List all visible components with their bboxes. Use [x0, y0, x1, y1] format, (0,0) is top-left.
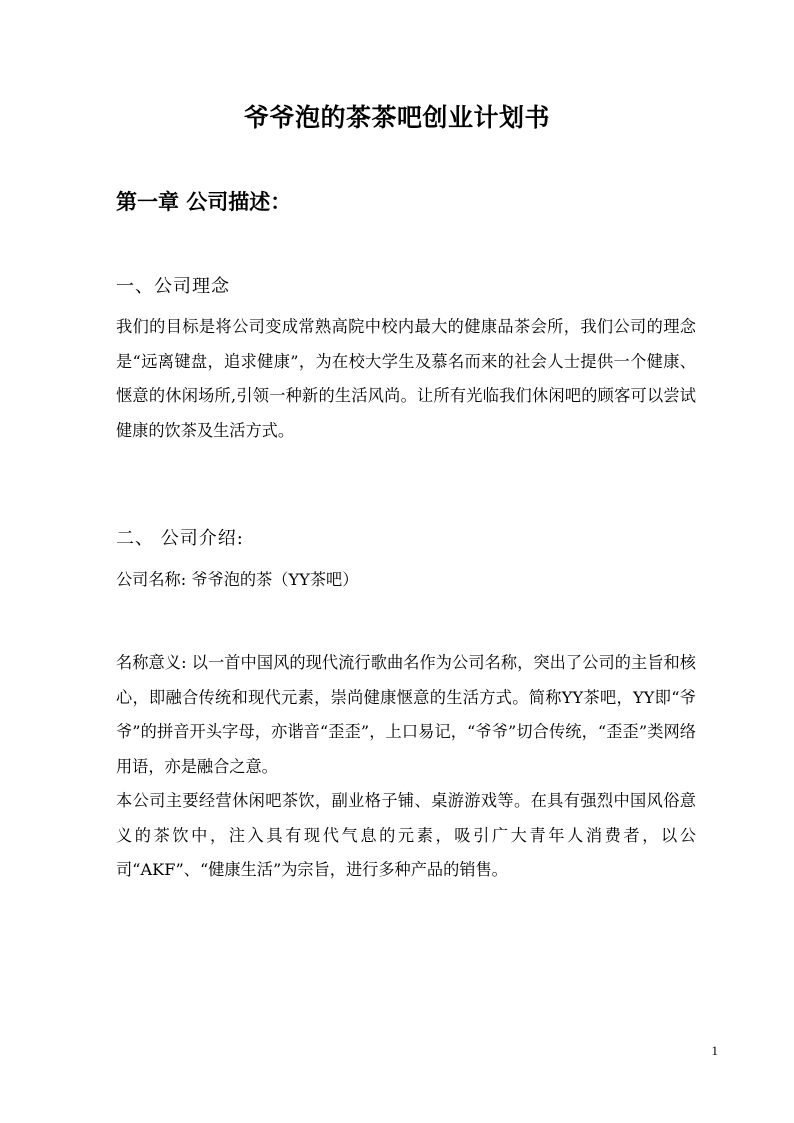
page-number: 1 — [711, 1043, 718, 1058]
paragraph-name-meaning: 名称意义: 以一首中国风的现代流行歌曲名作为公司名称，突出了公司的主旨和核心，即融合传统和现代元素，崇尚健康惬意的生活方式。简称YY茶吧，YY即“爷爷”的拼音开头字母，亦谐音“歪歪”，上口易记，“爷爷”切合传统，“歪歪”类网络用语，亦是融合之意。 — [116, 653, 696, 776]
chapter-heading: 第一章 公司描述： — [116, 190, 292, 214]
section-heading-company-philosophy: 一、公司理念 — [116, 276, 230, 297]
paragraph-company-name: 公司名称: 爷爷泡的茶（YY茶吧） — [116, 570, 359, 589]
section-heading-company-intro: 二、 公司介绍: — [116, 528, 244, 549]
paragraph-business-scope: 本公司主要经营休闲吧茶饮，副业格子铺、桌游游戏等。在具有强烈中国风俗意义的茶饮中，注入具有现代气息的元素，吸引广大青年人消费者，以公司“AKF”、“健康生活”为宗旨，进行多种产品的销售。 — [116, 791, 696, 879]
document-title: 爷爷泡的茶茶吧创业计划书 — [243, 103, 550, 132]
paragraph-company-philosophy: 我们的目标是将公司变成常熟高院中校内最大的健康品茶会所，我们公司的理念是“远离键盘，追求健康”，为在校大学生及慕名而来的社会人士提供一个健康、惬意的休闲场所,引领一种新的生活风尚。让所有光临我们休闲吧的顾客可以尝试健康的饮茶及生活方式。 — [116, 317, 696, 440]
